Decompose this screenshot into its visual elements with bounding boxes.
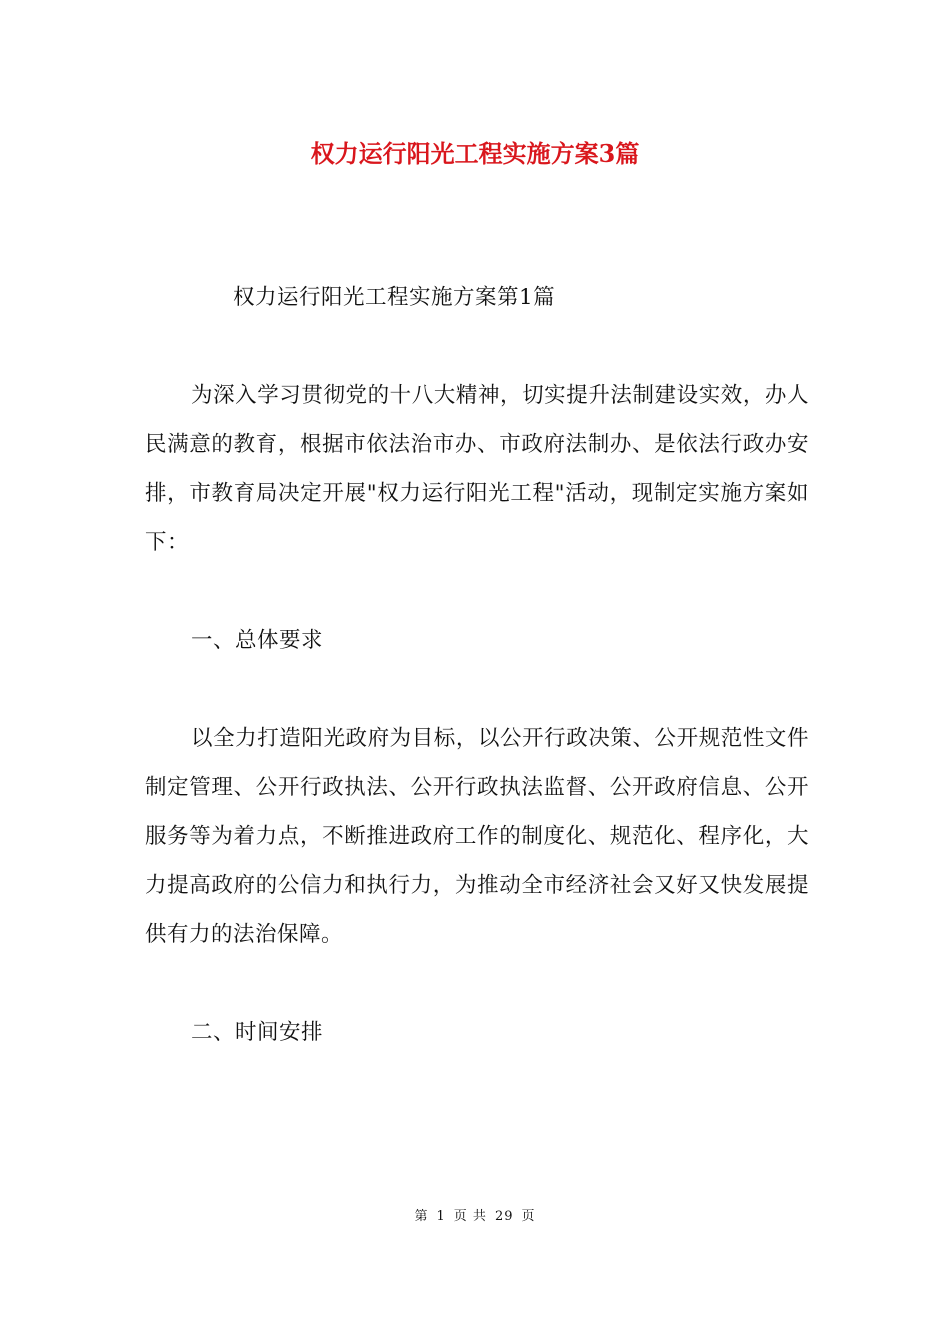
footer-suffix: 页 <box>521 1209 536 1224</box>
document-body <box>145 273 809 1106</box>
heading-time-schedule: 二、时间安排 <box>191 1020 324 1045</box>
page-footer <box>0 1207 950 1227</box>
heading-general-requirements: 一、总体要求 <box>191 628 324 653</box>
paragraph-general-requirements: 以全力打造阳光政府为目标，以公开行政决策、公开规范性文件制定管理、公开行政执法、公开行政执法监督、公开政府信息、公开服务等为着力点，不断推进政府工作的制度化、规范化、程序化，大力提高政府的公信力和执行力，为推动全市经济社会又好又快发展提供有力的法治保障。 <box>145 726 809 947</box>
footer-prefix: 第 <box>414 1209 429 1224</box>
footer-current-page: 1 <box>436 1209 446 1224</box>
section-subtitle: 权力运行阳光工程实施方案第1篇 <box>233 285 556 310</box>
footer-mid: 页 共 <box>453 1209 487 1224</box>
footer-total-pages: 29 <box>494 1209 514 1224</box>
paragraph-intro: 为深入学习贯彻党的十八大精神，切实提升法制建设实效，办人民满意的教育，根据市依法治市办、市政府法制办、是依法行政办安排，市教育局决定开展"权力运行阳光工程"活动，现制定实施方案如下： <box>145 383 809 555</box>
document-title: 权力运行阳光工程实施方案3篇 <box>310 139 640 168</box>
